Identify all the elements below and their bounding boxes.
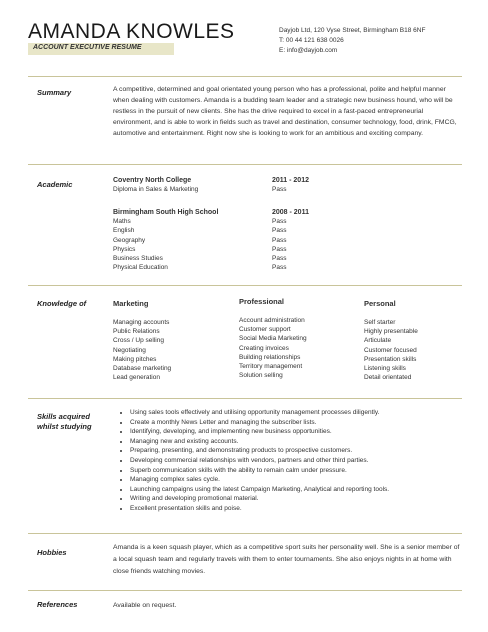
list-item: • Create a monthly News Letter and managing the subscriber lists. bbox=[130, 418, 470, 428]
list-item: Articulate bbox=[364, 337, 392, 345]
skills-list bbox=[113, 408, 470, 514]
section-divider bbox=[28, 164, 462, 165]
list-item: Social Media Marketing bbox=[239, 335, 307, 343]
list-item: Creating invoices bbox=[239, 344, 289, 352]
list-item: Cross / Up selling bbox=[113, 337, 164, 345]
list-item: Managing accounts bbox=[113, 319, 170, 326]
resume-name: AMANDA KNOWLES bbox=[28, 20, 235, 43]
subject-result: Pass bbox=[272, 236, 287, 244]
list-item: Detail orientated bbox=[364, 374, 412, 382]
contact-address: Dayjob Ltd, 120 Vyse Street, Birmingham B18 6NF bbox=[279, 27, 426, 34]
subject-result: Pass bbox=[272, 264, 287, 272]
list-item: • Superb communication skills with the ability to remain calm under pressure. bbox=[130, 466, 470, 476]
school-years: 2008 - 2011 bbox=[272, 209, 309, 216]
subject-name: Maths bbox=[113, 218, 131, 226]
list-item: Making pitches bbox=[113, 355, 157, 363]
contact-email: E: info@dayjob.com bbox=[279, 47, 338, 54]
subject-result: Pass bbox=[272, 218, 287, 226]
skills-heading-line2: whilst studying bbox=[37, 422, 92, 431]
academic-heading: Academic bbox=[37, 180, 73, 189]
section-divider bbox=[28, 398, 462, 399]
contact-phone: T: 00 44 121 638 0026 bbox=[279, 37, 344, 44]
list-item: • Launching campaigns using the latest Campaign Marketing, Analytical and reporting tools. bbox=[130, 485, 470, 495]
references-heading: References bbox=[37, 600, 78, 609]
list-item: Customer support bbox=[239, 326, 291, 334]
list-item: • Managing new and existing accounts. bbox=[130, 437, 470, 447]
list-item: • Preparing, presenting, and demonstrating products to prospective customers. bbox=[130, 446, 470, 456]
list-item: Territory management bbox=[239, 363, 303, 371]
summary-heading: Summary bbox=[37, 88, 72, 97]
knowledge-column-professional bbox=[239, 316, 307, 380]
list-item: Public Relations bbox=[113, 328, 160, 336]
list-item: Customer focused bbox=[364, 346, 417, 354]
references-text: Available on request. bbox=[113, 602, 177, 609]
subject-name: Geography bbox=[113, 236, 146, 244]
list-item: • Identifying, developing, and implementing new business opportunities. bbox=[130, 427, 470, 437]
hobbies-text: Amanda is a keen squash player, which as a competitive sport suits her personality well. She is a senior member of a local squash team and regularly travels with them to enter tournaments. She also enjoys nights in at home with close friends watching movies. bbox=[113, 544, 460, 575]
academic-school-1 bbox=[113, 176, 198, 194]
subject-result: Pass bbox=[272, 186, 287, 194]
list-item: Presentation skills bbox=[364, 355, 417, 363]
list-item: Self starter bbox=[364, 319, 396, 326]
subject-name: English bbox=[113, 227, 135, 235]
skills-heading-line1: Skills acquired bbox=[37, 412, 90, 421]
knowledge-column-marketing bbox=[113, 318, 171, 382]
section-divider bbox=[28, 285, 462, 286]
summary-text: A competitive, determined and goal orientated young person who has a professional, polite and helpful manner when dealing with customers. Amanda is a budding team leader and a strategic new business hound, who will be restless in the pursuit of new clients. She has the drive required to excel in a fast-paced entrepreneurial environment, and is able to work in fields such as travel and destination, consumer technology, food, drink, FMCG, automotive and entertainment. Right now she is looking to work for an ambitious and exciting company. bbox=[113, 86, 457, 137]
list-item: • Using sales tools effectively and utilising opportunity management processes diligently. bbox=[130, 408, 470, 418]
knowledge-column-title: Professional bbox=[239, 297, 285, 306]
list-item: Negotiating bbox=[113, 346, 146, 354]
academic-school-2-results bbox=[272, 208, 309, 272]
list-item: Database marketing bbox=[113, 365, 172, 373]
resume-subtitle: ACCOUNT EXECUTIVE RESUME bbox=[33, 44, 142, 51]
list-item: Solution selling bbox=[239, 372, 283, 380]
section-divider bbox=[28, 590, 462, 591]
list-item: • Developing commercial relationships with vendors, partners and other third parties. bbox=[130, 456, 470, 466]
subject-result: Pass bbox=[272, 255, 287, 263]
school-name: Coventry North College bbox=[113, 177, 192, 184]
skills-heading bbox=[37, 412, 92, 432]
school-name: Birmingham South High School bbox=[113, 209, 219, 216]
list-item: • Excellent presentation skills and poise. bbox=[130, 504, 470, 514]
academic-school-1-results bbox=[272, 176, 309, 194]
subject-name: Physics bbox=[113, 245, 136, 253]
list-item: • Writing and developing promotional material. bbox=[130, 494, 470, 504]
hobbies-heading: Hobbies bbox=[37, 548, 67, 557]
subject-result: Pass bbox=[272, 245, 287, 253]
knowledge-heading: Knowledge of bbox=[37, 299, 87, 308]
subject-name: Business Studies bbox=[113, 255, 163, 263]
subject-result: Pass bbox=[272, 227, 287, 235]
knowledge-column-title: Personal bbox=[364, 299, 396, 308]
school-years: 2011 - 2012 bbox=[272, 177, 309, 184]
knowledge-column-personal bbox=[364, 318, 418, 382]
subject-name: Physical Education bbox=[113, 264, 168, 272]
list-item: Highly presentable bbox=[364, 328, 418, 336]
list-item: • Managing complex sales cycle. bbox=[130, 475, 470, 485]
list-item: Building relationships bbox=[239, 353, 301, 361]
list-item: Account administration bbox=[239, 317, 305, 324]
section-divider bbox=[28, 76, 462, 77]
academic-school-2 bbox=[113, 208, 218, 272]
knowledge-column-title: Marketing bbox=[113, 299, 149, 308]
list-item: Listening skills bbox=[364, 365, 406, 373]
section-divider bbox=[28, 533, 462, 534]
list-item: Lead generation bbox=[113, 374, 160, 382]
subject-name: Diploma in Sales & Marketing bbox=[113, 186, 199, 194]
contact-block bbox=[279, 26, 425, 56]
